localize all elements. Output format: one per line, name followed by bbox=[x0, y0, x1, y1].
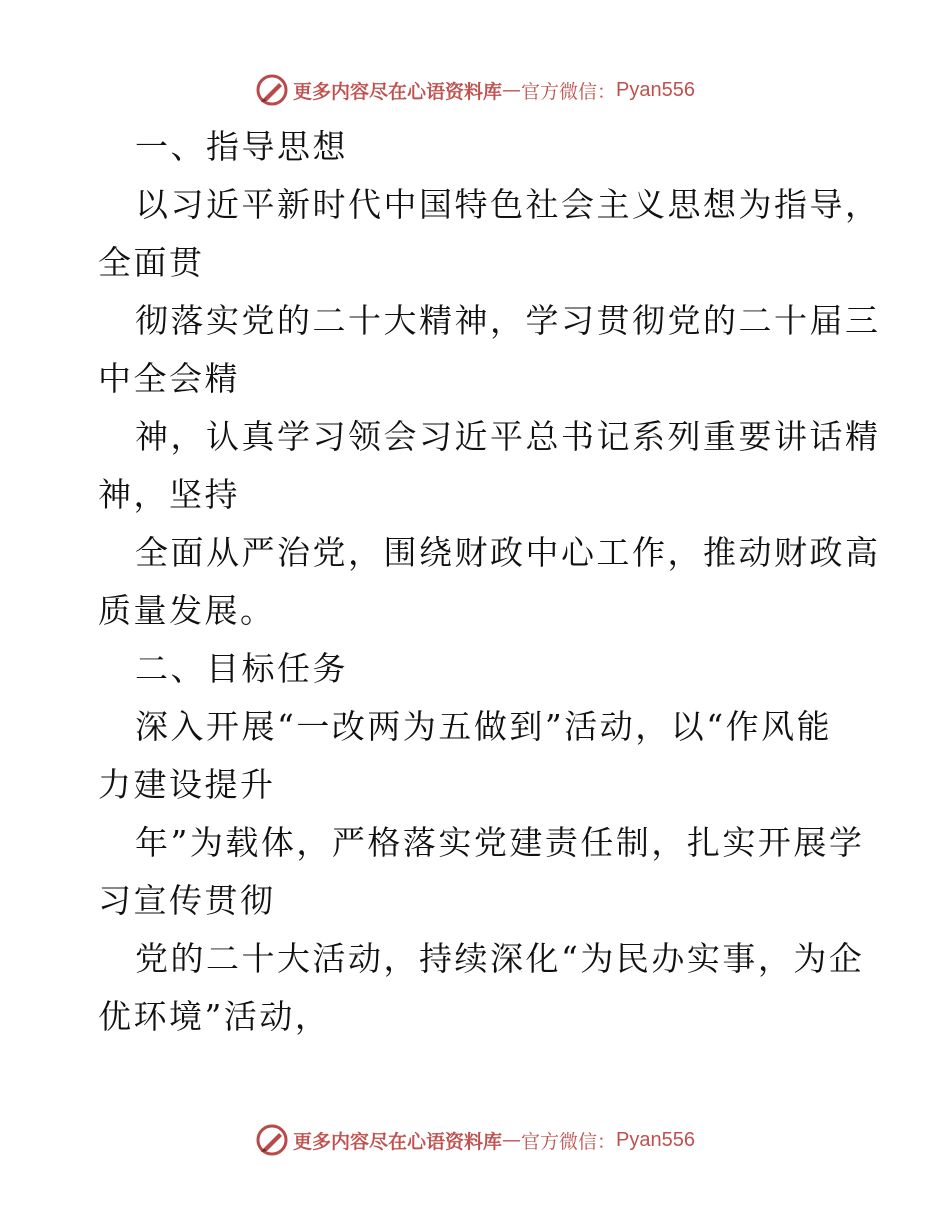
text-line: 二、目标任务 bbox=[135, 649, 348, 688]
document-body bbox=[98, 118, 881, 1046]
banner-dash: — bbox=[502, 1129, 522, 1151]
banner-site-text: 更多内容尽在心语资料库 bbox=[293, 1130, 503, 1153]
header-watermark bbox=[0, 70, 950, 110]
text-line: 深入开展“一改两为五做到”活动，以“作风能 bbox=[135, 707, 833, 746]
text-line: 以习近平新时代中国特色社会主义思想为指导， bbox=[135, 185, 881, 224]
footer-watermark bbox=[0, 1120, 950, 1160]
banner-wechat-label: 官方微信： bbox=[521, 80, 617, 103]
text-line: 神，坚持 bbox=[98, 475, 240, 514]
pen-logo-icon bbox=[255, 1123, 289, 1157]
pen-logo-icon bbox=[255, 73, 289, 107]
banner-dash: — bbox=[502, 79, 522, 101]
text-line: 党的二十大活动，持续深化“为民办实事，为企 bbox=[135, 939, 865, 978]
text-line: 全面贯 bbox=[98, 243, 205, 282]
text-line: 习宣传贯彻 bbox=[98, 881, 276, 920]
text-line: 年”为载体，严格落实党建责任制，扎实开展学 bbox=[135, 823, 865, 862]
text-line: 全面从严治党，围绕财政中心工作，推动财政高 bbox=[135, 533, 881, 572]
banner-wechat-label: 官方微信： bbox=[521, 1130, 617, 1153]
text-line: 中全会精 bbox=[98, 359, 240, 398]
banner-wechat-id: Pyan556 bbox=[616, 1128, 695, 1151]
text-line: 优环境”活动， bbox=[98, 997, 331, 1036]
text-line: 神，认真学习领会习近平总书记系列重要讲话精 bbox=[135, 417, 881, 456]
text-line: 彻落实党的二十大精神，学习贯彻党的二十届三 bbox=[135, 301, 881, 340]
banner-wechat-id: Pyan556 bbox=[616, 78, 695, 101]
text-line: 质量发展。 bbox=[98, 591, 276, 630]
text-line: 力建设提升 bbox=[98, 765, 276, 804]
text-line: 一、指导思想 bbox=[135, 127, 348, 166]
banner-site-text: 更多内容尽在心语资料库 bbox=[293, 80, 503, 103]
